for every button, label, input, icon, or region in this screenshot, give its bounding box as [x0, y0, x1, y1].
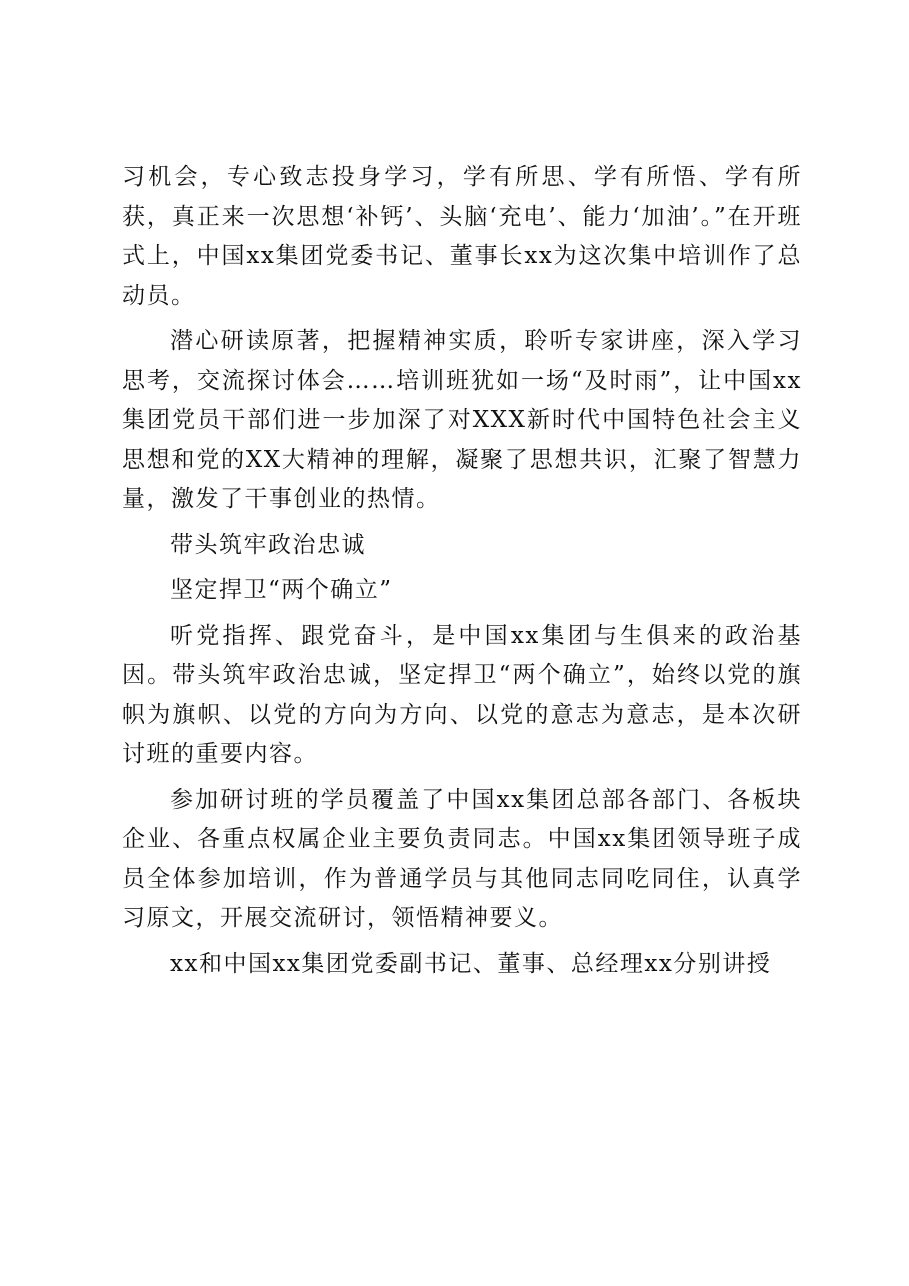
- paragraph-participants: 参加研讨班的学员覆盖了中国xx集团总部各部门、各板块企业、各重点权属企业主要负责同志。中国xx集团领导班子成员全体参加培训，作为普通学员与其他同志同吃同住，认真学习原文，开展交流研讨，领悟精神要义。: [122, 786, 802, 931]
- section-heading-political-loyalty: 带头筑牢政治忠诚: [170, 531, 366, 558]
- paragraph-political-gene: 听党指挥、跟党奋斗，是中国xx集团与生俱来的政治基因。带头筑牢政治忠诚，坚定捍卫“两个确立”，始终以党的旗帜为旗帜、以党的方向为方向、以党的意志为意志，是本次研讨班的重要内容。: [122, 622, 802, 767]
- document-body: [122, 158, 802, 990]
- section-heading-two-establishments: 坚定捍卫“两个确立”: [170, 577, 393, 603]
- paragraph-study-outcomes: 潜心研读原著，把握精神实质，聆听专家讲座，深入学习思考，交流探讨体会……培训班犹如一场“及时雨”，让中国xx集团党员干部们进一步加深了对XXX新时代中国特色社会主义思想和党的XX大精神的理解，凝聚了思想共识，汇聚了智慧力量，激发了干事创业的热情。: [122, 328, 802, 512]
- paragraph-lectures: xx和中国xx集团党委副书记、董事、总经理xx分别讲授: [170, 950, 772, 977]
- paragraph-training-mobilization: 习机会，专心致志投身学习，学有所思、学有所悟、学有所获，真正来一次思想‘补钙’、头脑‘充电’、能力‘加油’。”在开班式上，中国xx集团党委书记、董事长xx为这次集中培训作了总动员。: [122, 164, 802, 309]
